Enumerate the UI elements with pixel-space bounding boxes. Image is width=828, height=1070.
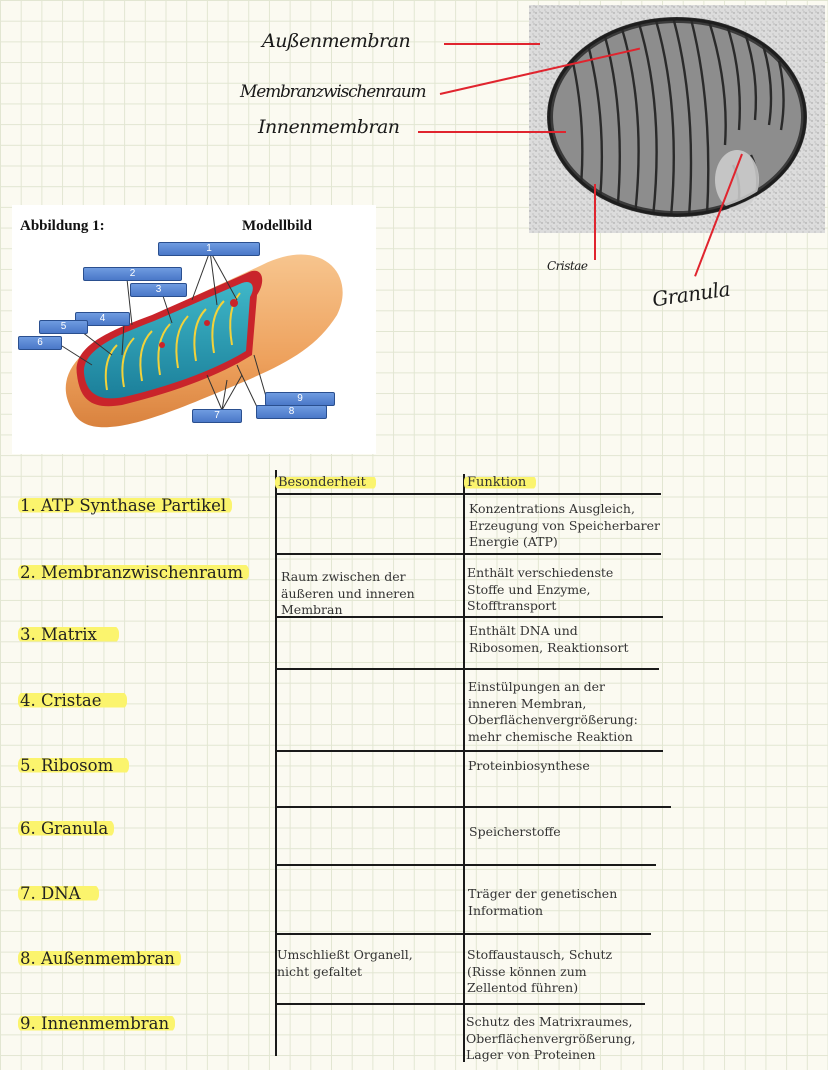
- figure-label-3: 3: [130, 283, 187, 297]
- figure-label-9: 9: [265, 392, 335, 406]
- figure-label-8: 8: [256, 405, 327, 419]
- table-rule: [275, 806, 671, 808]
- annotation-granula: Granula: [650, 276, 732, 312]
- cell-funktion-matrix: Enthält DNA und Ribosomen, Reaktionsort: [469, 623, 629, 655]
- pointer-aussenmembran: [444, 43, 540, 45]
- figure-label-2: 2: [83, 267, 182, 281]
- cell-besonderheit-aussenmembran: Umschließt Organell, nicht gefaltet: [277, 947, 413, 979]
- cell-funktion-dna: Träger der genetischen Information: [468, 886, 618, 918]
- row-name-dna: 7. DNA: [18, 884, 99, 903]
- table-rule: [275, 493, 661, 495]
- column-header-funktion: Funktion: [464, 475, 536, 490]
- table-rule: [275, 553, 661, 555]
- cell-funktion-innenmembran: Schutz des Matrixraumes, Oberflächenvergrößerung, Lager von Proteinen: [466, 1014, 636, 1062]
- figure-label-5: 5: [39, 320, 88, 334]
- figure-title: Abbildung 1:: [20, 218, 105, 234]
- figure-label-1: 1: [158, 242, 260, 256]
- pointer-innenmembran: [418, 131, 566, 133]
- row-name-atp-synthase: 1. ATP Synthase Partikel: [18, 496, 232, 515]
- cell-funktion-cristae: Einstülpungen an der inneren Membran, Oberflächenvergrößerung: mehr chemische Reaktion: [468, 679, 638, 744]
- table-rule: [275, 668, 659, 670]
- cell-funktion-atp-synthase: Konzentrations Ausgleich, Erzeugung von Speicherbarer Energie (ATP): [469, 501, 661, 549]
- row-name-aussenmembran: 8. Außenmembran: [18, 949, 181, 968]
- figure-label-6: 6: [18, 336, 62, 350]
- row-name-granula: 6. Granula: [18, 819, 114, 838]
- row-name-ribosom: 5. Ribosom: [18, 756, 129, 775]
- figure-subtitle: Modellbild: [242, 218, 313, 234]
- row-name-innenmembran: 9. Innenmembran: [18, 1014, 175, 1033]
- annotation-aussenmembran: Außenmembran: [262, 30, 411, 52]
- table-rule: [275, 864, 656, 866]
- row-name-membranzwischenraum: 2. Membranzwischenraum: [18, 563, 249, 582]
- column-header-besonderheit: Besonderheit: [275, 475, 376, 490]
- figure-label-7: 7: [192, 409, 242, 423]
- cell-funktion-granula: Speicherstoffe: [469, 824, 561, 839]
- table-rule: [275, 750, 663, 752]
- annotation-membranzwischenraum: Membranzwischenraum: [240, 82, 426, 102]
- mitochondrion-micrograph: [529, 5, 825, 233]
- table-rule: [275, 1003, 645, 1005]
- cell-funktion-ribosom: Proteinbiosynthese: [468, 758, 590, 773]
- model-figure: [12, 205, 376, 454]
- table-divider-right: [463, 474, 465, 1062]
- annotation-cristae: Cristae: [547, 259, 588, 273]
- annotation-innenmembran: Innenmembran: [258, 116, 400, 138]
- row-name-cristae: 4. Cristae: [18, 691, 127, 710]
- table-rule: [275, 933, 651, 935]
- figure-label-4: 4: [75, 312, 130, 326]
- row-name-matrix: 3. Matrix: [18, 625, 119, 644]
- pointer-cristae: [594, 184, 596, 260]
- cell-funktion-membranzwischenraum: Enthält verschiedenste Stoffe und Enzyme, Stofftransport: [467, 565, 614, 613]
- cell-funktion-aussenmembran: Stoffaustausch, Schutz (Risse können zum Zellentod führen): [467, 947, 613, 995]
- cell-besonderheit-membranzwischenraum: Raum zwischen der äußeren und inneren Membran: [281, 569, 415, 617]
